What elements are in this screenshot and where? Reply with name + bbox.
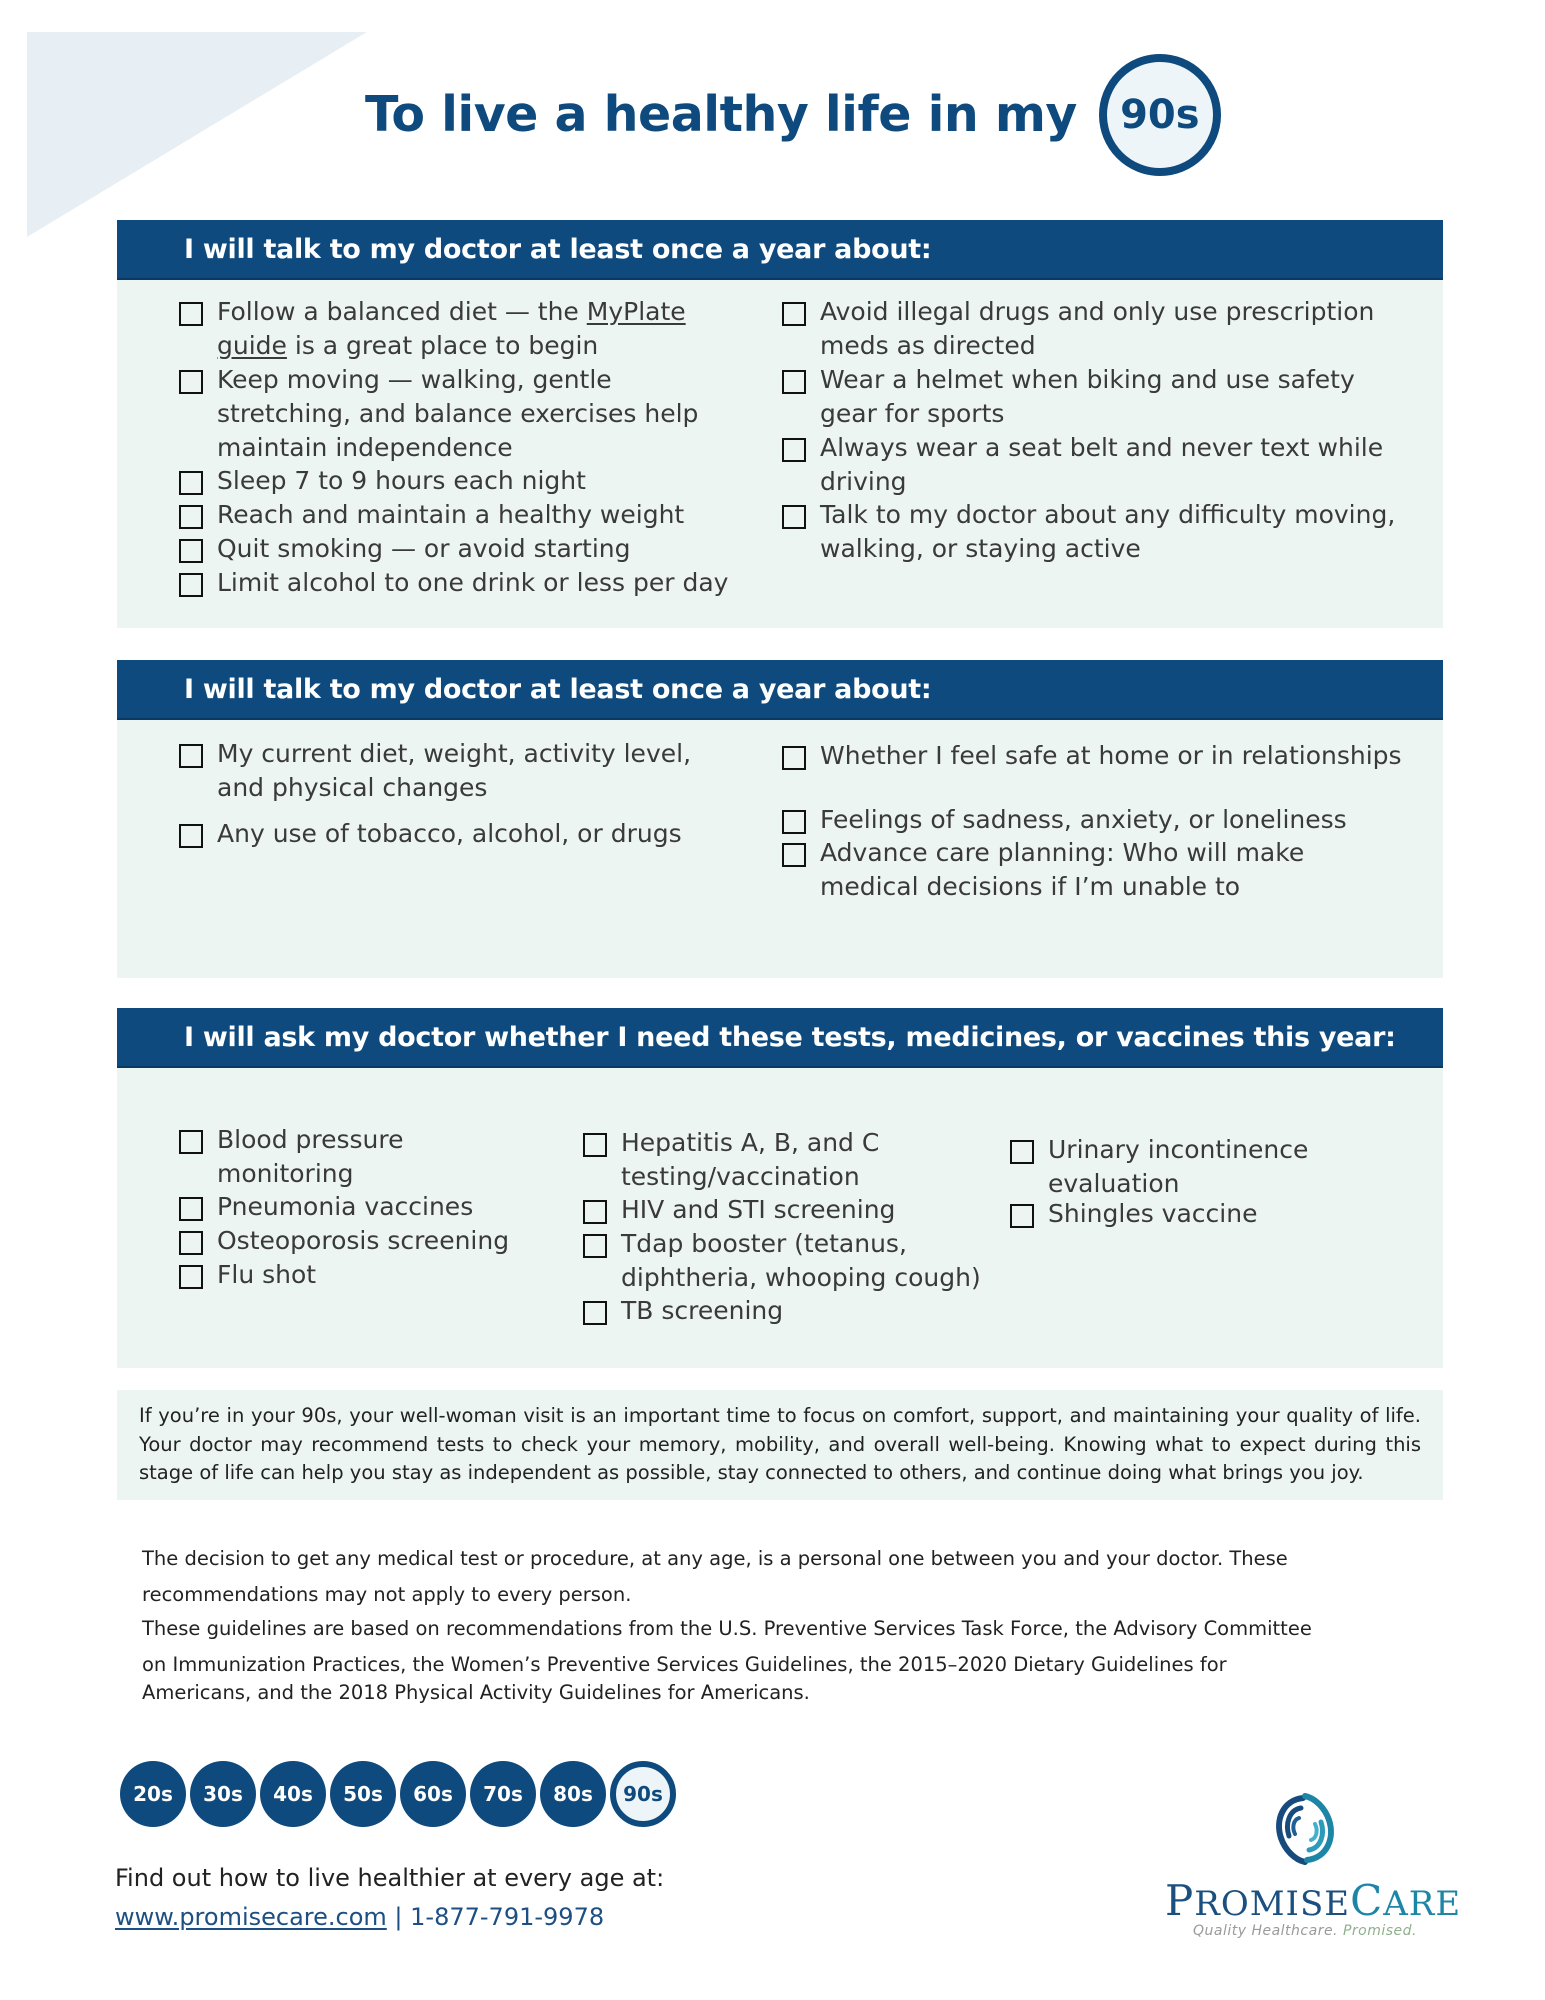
disclaimer-line-5: Americans, and the 2018 Physical Activity Guidelines for Americans. xyxy=(142,1681,810,1704)
checklist-item xyxy=(782,836,1402,904)
phone-number[interactable]: 1-877-791-9978 xyxy=(410,1903,605,1931)
checklist-item-label: Keep moving — walking, gentle stretching, and balance exercises help maintain independence xyxy=(217,365,699,462)
checkbox[interactable] xyxy=(782,810,806,834)
checklist-item-label: Talk to my doctor about any difficulty moving, walking, or staying active xyxy=(820,500,1396,563)
checklist-item-label: Advance care planning: Who will make medical decisions if I’m unable to xyxy=(820,838,1305,901)
logo-tagline: Quality Healthcare. Promised. xyxy=(1192,1923,1418,1939)
checklist-item-label: Osteoporosis screening xyxy=(217,1226,510,1255)
decorative-corner-triangle xyxy=(27,32,367,237)
section-healthy-habits xyxy=(117,220,1443,628)
myplate-link[interactable]: MyPlate guide xyxy=(217,297,686,360)
checklist-item xyxy=(179,464,739,498)
checklist-item-label: Shingles vaccine xyxy=(1048,1199,1258,1228)
checkbox[interactable] xyxy=(782,370,806,394)
checklist-item-label: Urinary incontinence evaluation xyxy=(1048,1135,1309,1198)
checkbox[interactable] xyxy=(583,1234,607,1258)
checkbox[interactable] xyxy=(179,471,203,495)
disclaimer-line-1: The decision to get any medical test or procedure, at any age, is a personal one between you and your doctor. These xyxy=(142,1547,1288,1570)
checklist-item-label: TB screening xyxy=(621,1296,784,1325)
checklist-item xyxy=(179,1224,519,1258)
footer-contact xyxy=(115,1903,604,1931)
checklist-item-label: Avoid illegal drugs and only use prescription meds as directed xyxy=(820,297,1375,360)
checklist-item xyxy=(179,1190,519,1224)
website-link[interactable]: www.promisecare.com xyxy=(115,1903,387,1931)
checklist-item-label: Always wear a seat belt and never text while driving xyxy=(820,433,1384,496)
checklist-item-label: Whether I feel safe at home or in relationships xyxy=(820,741,1402,770)
checkbox[interactable] xyxy=(782,438,806,462)
checklist-item xyxy=(179,295,739,363)
footer-prompt: Find out how to live healthier at every age at: xyxy=(115,1864,665,1892)
checklist-item xyxy=(179,817,739,851)
checklist-item xyxy=(1010,1133,1370,1201)
promisecare-logo xyxy=(1165,1790,1462,1939)
section-heading: I will ask my doctor whether I need these tests, medicines, or vaccines this year: xyxy=(117,1008,1443,1068)
age-button-60s[interactable]: 60s xyxy=(400,1761,466,1827)
checkbox[interactable] xyxy=(782,302,806,326)
checkbox[interactable] xyxy=(179,302,203,326)
checkbox[interactable] xyxy=(583,1133,607,1157)
logo-wordmark: PROMISECARE xyxy=(1165,1876,1462,1925)
checklist-item xyxy=(583,1126,1003,1194)
checklist-item-label: Feelings of sadness, anxiety, or loneliness xyxy=(820,805,1347,834)
checkbox[interactable] xyxy=(179,539,203,563)
checklist-item xyxy=(179,498,739,532)
checklist-item xyxy=(1010,1197,1370,1231)
checklist-item xyxy=(583,1193,1003,1227)
section-tests-vaccines xyxy=(117,1008,1443,1368)
checklist-item xyxy=(179,363,739,465)
age-button-20s[interactable]: 20s xyxy=(120,1761,186,1827)
disclaimer-line-4: on Immunization Practices, the Women’s Preventive Services Guidelines, the 2015–2020 Dietary Guidelines for xyxy=(142,1653,1227,1676)
checkbox[interactable] xyxy=(179,573,203,597)
checkbox[interactable] xyxy=(179,1130,203,1154)
checklist-item xyxy=(583,1294,1003,1328)
age-badge: 90s xyxy=(1099,54,1221,176)
checkbox[interactable] xyxy=(179,824,203,848)
checkbox[interactable] xyxy=(782,746,806,770)
checklist-item-label: Limit alcohol to one drink or less per day xyxy=(217,568,729,597)
age-button-40s[interactable]: 40s xyxy=(260,1761,326,1827)
checkbox[interactable] xyxy=(583,1301,607,1325)
checklist-item xyxy=(179,1258,519,1292)
checklist-item-label: Flu shot xyxy=(217,1260,317,1289)
checkbox[interactable] xyxy=(179,370,203,394)
promisecare-swirl-icon xyxy=(1265,1790,1345,1868)
age-navigation xyxy=(120,1761,676,1827)
checkbox[interactable] xyxy=(782,843,806,867)
checklist-item-label: Tdap booster (tetanus, diphtheria, whooping cough) xyxy=(621,1229,981,1292)
age-button-80s[interactable]: 80s xyxy=(540,1761,606,1827)
footer-separator: | xyxy=(394,1903,403,1931)
section-heading: I will talk to my doctor at least once a year about: xyxy=(117,660,1443,720)
checklist-item-label: Quit smoking — or avoid starting xyxy=(217,534,631,563)
disclaimer-line-2: recommendations may not apply to every person. xyxy=(142,1583,632,1606)
age-button-90s[interactable]: 90s xyxy=(610,1761,676,1827)
age-button-70s[interactable]: 70s xyxy=(470,1761,536,1827)
checklist-item-label: Pneumonia vaccines xyxy=(217,1192,474,1221)
checklist-item xyxy=(782,431,1402,499)
checklist-item xyxy=(179,532,739,566)
checklist-item-label: Blood pressure monitoring xyxy=(217,1125,404,1188)
checklist-item xyxy=(782,739,1402,773)
checklist-item-label: HIV and STI screening xyxy=(621,1195,896,1224)
checkbox[interactable] xyxy=(583,1200,607,1224)
age-button-50s[interactable]: 50s xyxy=(330,1761,396,1827)
checklist-item xyxy=(782,295,1402,363)
checkbox[interactable] xyxy=(782,505,806,529)
checkbox[interactable] xyxy=(179,1197,203,1221)
checklist-item xyxy=(179,566,739,600)
checklist-item-label: Sleep 7 to 9 hours each night xyxy=(217,466,586,495)
checklist-item xyxy=(782,363,1402,431)
disclaimer-line-3: These guidelines are based on recommendations from the U.S. Preventive Services Task Force, the Advisory Committee xyxy=(142,1617,1312,1640)
checkbox[interactable] xyxy=(1010,1140,1034,1164)
checkbox[interactable] xyxy=(179,1265,203,1289)
checklist-item-label: Reach and maintain a healthy weight xyxy=(217,500,685,529)
checkbox[interactable] xyxy=(179,744,203,768)
section-heading: I will talk to my doctor at least once a year about: xyxy=(117,220,1443,280)
checklist-item xyxy=(179,1123,519,1191)
page-header xyxy=(365,52,1221,177)
checkbox[interactable] xyxy=(1010,1204,1034,1228)
checklist-item-label: Any use of tobacco, alcohol, or drugs xyxy=(217,819,682,848)
checklist-item xyxy=(179,737,739,805)
info-paragraph: If you’re in your 90s, your well-woman visit is an important time to focus on comfort, support, and maintaining your quality of life. Your doctor may recommend tests to check your memory, mobility, and overall well-being. Knowing what to expect during this stage of life can help you stay as independent as possible, stay connected to others, and continue doing what brings you joy. xyxy=(117,1390,1443,1500)
checkbox[interactable] xyxy=(179,1231,203,1255)
checklist-item-label: Wear a helmet when biking and use safety gear for sports xyxy=(820,365,1355,428)
checklist-item xyxy=(782,803,1402,837)
checklist-item-label: Hepatitis A, B, and C testing/vaccination xyxy=(621,1128,880,1191)
checklist-item-label: Follow a balanced diet — the MyPlate guide is a great place to begin xyxy=(217,297,686,360)
section-discussion-topics xyxy=(117,660,1443,978)
checklist-item xyxy=(583,1227,1003,1295)
page-title: To live a healthy life in my xyxy=(365,86,1077,143)
checklist-item-label: My current diet, weight, activity level, and physical changes xyxy=(217,739,692,802)
age-button-30s[interactable]: 30s xyxy=(190,1761,256,1827)
checklist-item xyxy=(782,498,1402,566)
checkbox[interactable] xyxy=(179,505,203,529)
